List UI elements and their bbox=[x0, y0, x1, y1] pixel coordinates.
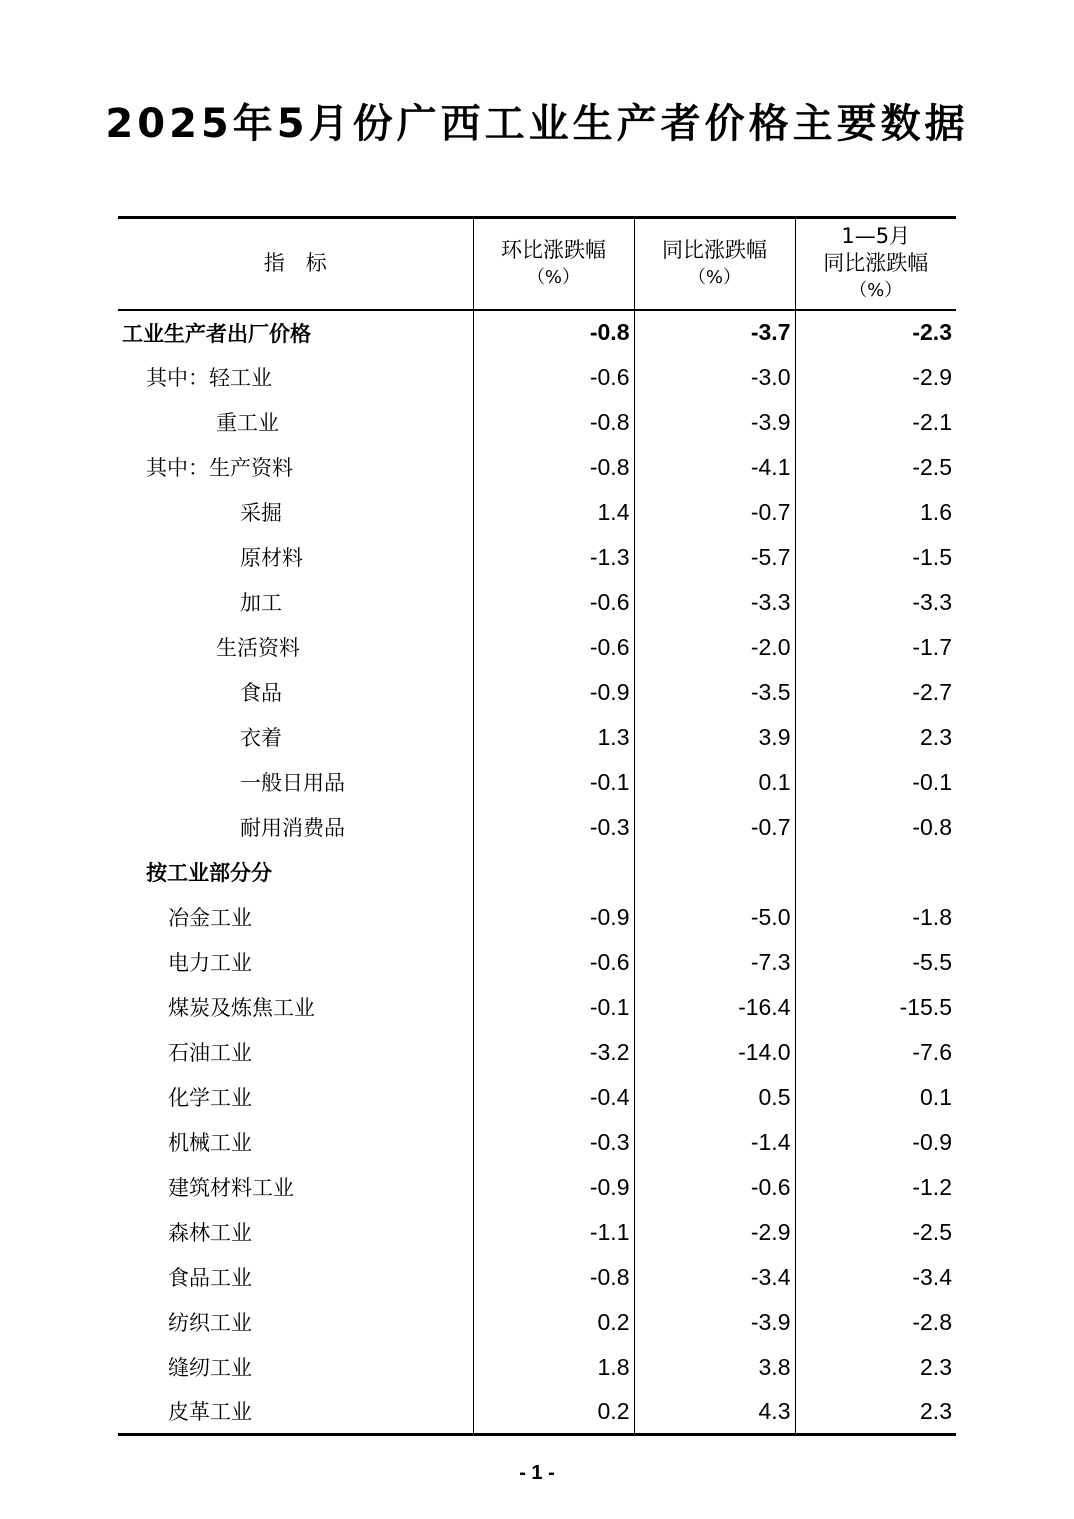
row-mom-value: 0.2 bbox=[473, 1390, 634, 1435]
row-yoy-value: -5.0 bbox=[634, 895, 795, 940]
row-mom-value: 1.4 bbox=[473, 490, 634, 535]
row-label: 工业生产者出厂价格 bbox=[122, 321, 311, 346]
row-yoy-value: -3.7 bbox=[634, 310, 795, 355]
row-label: 石油工业 bbox=[168, 1041, 252, 1065]
row-label: 按工业部分分 bbox=[146, 861, 272, 885]
row-ytd-value: -0.9 bbox=[795, 1120, 956, 1165]
table-row bbox=[118, 895, 956, 940]
row-mom-value: -0.3 bbox=[473, 1120, 634, 1165]
row-mom-value: -0.1 bbox=[473, 760, 634, 805]
row-label: 其中：轻工业 bbox=[146, 366, 272, 390]
row-label: 化学工业 bbox=[168, 1086, 252, 1110]
row-label: 森林工业 bbox=[168, 1221, 252, 1245]
row-mom-value: -0.3 bbox=[473, 805, 634, 850]
table-row bbox=[118, 940, 956, 985]
table-row bbox=[118, 850, 956, 895]
table-row bbox=[118, 715, 956, 760]
row-ytd-value: 2.3 bbox=[795, 715, 956, 760]
row-yoy-value: -3.9 bbox=[634, 400, 795, 445]
row-yoy-value: -3.5 bbox=[634, 670, 795, 715]
row-label: 冶金工业 bbox=[168, 906, 252, 930]
row-label: 采掘 bbox=[240, 501, 282, 525]
table-row bbox=[118, 805, 956, 850]
table-row bbox=[118, 580, 956, 625]
row-mom-value: -0.6 bbox=[473, 355, 634, 400]
row-mom-value: 0.2 bbox=[473, 1300, 634, 1345]
row-ytd-value: -1.2 bbox=[795, 1165, 956, 1210]
header-yoy bbox=[634, 218, 795, 310]
row-mom-value: -1.3 bbox=[473, 535, 634, 580]
table-body bbox=[118, 310, 956, 1435]
row-label: 一般日用品 bbox=[240, 771, 345, 795]
row-label: 耐用消费品 bbox=[240, 816, 345, 840]
table-row bbox=[118, 355, 956, 400]
row-yoy-value bbox=[634, 850, 795, 895]
row-yoy-value: -0.7 bbox=[634, 490, 795, 535]
row-ytd-value bbox=[795, 850, 956, 895]
row-yoy-value: -4.1 bbox=[634, 445, 795, 490]
table-row bbox=[118, 1120, 956, 1165]
row-mom-value: -0.9 bbox=[473, 1165, 634, 1210]
row-ytd-value: -2.7 bbox=[795, 670, 956, 715]
row-label: 重工业 bbox=[216, 411, 279, 435]
table-row bbox=[118, 1075, 956, 1120]
row-ytd-value: -5.5 bbox=[795, 940, 956, 985]
header-ytd bbox=[795, 218, 956, 310]
row-label: 电力工业 bbox=[168, 951, 252, 975]
row-ytd-value: -0.8 bbox=[795, 805, 956, 850]
row-mom-value: -0.4 bbox=[473, 1075, 634, 1120]
row-ytd-value: -2.9 bbox=[795, 355, 956, 400]
table-row bbox=[118, 1210, 956, 1255]
row-yoy-value: 0.5 bbox=[634, 1075, 795, 1120]
row-yoy-value: -3.0 bbox=[634, 355, 795, 400]
row-label: 其中：生产资料 bbox=[146, 456, 293, 480]
row-yoy-value: -3.9 bbox=[634, 1300, 795, 1345]
row-ytd-value: 2.3 bbox=[795, 1390, 956, 1435]
page-title: 2025年5月份广西工业生产者价格主要数据 bbox=[105, 101, 969, 147]
header-yoy-unit: （%） bbox=[687, 266, 742, 288]
row-label: 煤炭及炼焦工业 bbox=[168, 996, 315, 1020]
table-row bbox=[118, 535, 956, 580]
row-yoy-value: -3.3 bbox=[634, 580, 795, 625]
table-row bbox=[118, 670, 956, 715]
table-row bbox=[118, 1165, 956, 1210]
table-row bbox=[118, 760, 956, 805]
header-ytd-label: 同比涨跌幅 bbox=[823, 251, 929, 276]
row-yoy-value: -7.3 bbox=[634, 940, 795, 985]
header-yoy-label: 同比涨跌幅 bbox=[662, 237, 767, 262]
row-mom-value: -0.9 bbox=[473, 670, 634, 715]
row-ytd-value: -2.5 bbox=[795, 1210, 956, 1255]
row-ytd-value: -2.5 bbox=[795, 445, 956, 490]
row-ytd-value: -1.5 bbox=[795, 535, 956, 580]
row-mom-value: -0.1 bbox=[473, 985, 634, 1030]
row-yoy-value: 3.9 bbox=[634, 715, 795, 760]
row-label: 缝纫工业 bbox=[168, 1356, 252, 1380]
row-yoy-value: -2.0 bbox=[634, 625, 795, 670]
row-ytd-value: -7.6 bbox=[795, 1030, 956, 1075]
table-header bbox=[118, 218, 956, 310]
page-number: - 1 - bbox=[519, 1462, 555, 1484]
table-row bbox=[118, 1390, 956, 1435]
row-mom-value: -0.8 bbox=[473, 1255, 634, 1300]
table-row bbox=[118, 490, 956, 535]
header-ytd-period: 1—5月 bbox=[841, 224, 911, 249]
row-ytd-value: -2.3 bbox=[795, 310, 956, 355]
row-yoy-value: 3.8 bbox=[634, 1345, 795, 1390]
table-row bbox=[118, 400, 956, 445]
row-yoy-value: 4.3 bbox=[634, 1390, 795, 1435]
header-indicator bbox=[118, 218, 473, 310]
row-label: 生活资料 bbox=[216, 636, 300, 660]
row-label: 建筑材料工业 bbox=[168, 1176, 294, 1200]
table-row bbox=[118, 1300, 956, 1345]
row-label: 衣着 bbox=[240, 726, 282, 750]
row-yoy-value: -1.4 bbox=[634, 1120, 795, 1165]
row-yoy-value: 0.1 bbox=[634, 760, 795, 805]
table-row bbox=[118, 1255, 956, 1300]
row-ytd-value: -2.8 bbox=[795, 1300, 956, 1345]
row-ytd-value: -0.1 bbox=[795, 760, 956, 805]
header-indicator-label: 指 标 bbox=[263, 251, 327, 276]
row-mom-value: -0.8 bbox=[473, 400, 634, 445]
row-yoy-value: -16.4 bbox=[634, 985, 795, 1030]
row-mom-value bbox=[473, 850, 634, 895]
row-ytd-value: -15.5 bbox=[795, 985, 956, 1030]
header-mom-label: 环比涨跌幅 bbox=[501, 237, 606, 262]
row-label: 食品 bbox=[240, 681, 282, 705]
header-row bbox=[118, 218, 956, 310]
table-row bbox=[118, 985, 956, 1030]
table-row bbox=[118, 625, 956, 670]
table-row bbox=[118, 310, 956, 355]
row-ytd-value: -3.4 bbox=[795, 1255, 956, 1300]
row-mom-value: -0.8 bbox=[473, 445, 634, 490]
row-mom-value: 1.3 bbox=[473, 715, 634, 760]
row-mom-value: -0.8 bbox=[473, 310, 634, 355]
row-mom-value: -0.6 bbox=[473, 580, 634, 625]
row-ytd-value: -1.7 bbox=[795, 625, 956, 670]
row-mom-value: -1.1 bbox=[473, 1210, 634, 1255]
row-label: 原材料 bbox=[240, 546, 303, 570]
row-label: 纺织工业 bbox=[168, 1311, 252, 1335]
table-row bbox=[118, 1030, 956, 1075]
row-ytd-value: -3.3 bbox=[795, 580, 956, 625]
row-label: 加工 bbox=[240, 591, 282, 615]
price-data-table bbox=[118, 216, 956, 1436]
row-ytd-value: 1.6 bbox=[795, 490, 956, 535]
row-label: 机械工业 bbox=[168, 1131, 252, 1155]
table-row bbox=[118, 445, 956, 490]
row-yoy-value: -0.7 bbox=[634, 805, 795, 850]
row-yoy-value: -14.0 bbox=[634, 1030, 795, 1075]
row-ytd-value: 0.1 bbox=[795, 1075, 956, 1120]
table-row bbox=[118, 1345, 956, 1390]
row-mom-value: -3.2 bbox=[473, 1030, 634, 1075]
row-yoy-value: -0.6 bbox=[634, 1165, 795, 1210]
row-ytd-value: -1.8 bbox=[795, 895, 956, 940]
row-ytd-value: -2.1 bbox=[795, 400, 956, 445]
header-ytd-unit: （%） bbox=[849, 280, 903, 302]
row-label: 皮革工业 bbox=[118, 1390, 473, 1435]
row-ytd-value: 2.3 bbox=[795, 1345, 956, 1390]
row-mom-value: 1.8 bbox=[473, 1345, 634, 1390]
header-mom bbox=[473, 218, 634, 310]
header-mom-unit: （%） bbox=[526, 266, 581, 288]
row-mom-value: -0.6 bbox=[473, 625, 634, 670]
row-label: 食品工业 bbox=[168, 1266, 252, 1290]
row-yoy-value: -3.4 bbox=[634, 1255, 795, 1300]
row-yoy-value: -2.9 bbox=[634, 1210, 795, 1255]
price-data-table-container bbox=[118, 216, 956, 1436]
row-mom-value: -0.9 bbox=[473, 895, 634, 940]
row-mom-value: -0.6 bbox=[473, 940, 634, 985]
row-yoy-value: -5.7 bbox=[634, 535, 795, 580]
